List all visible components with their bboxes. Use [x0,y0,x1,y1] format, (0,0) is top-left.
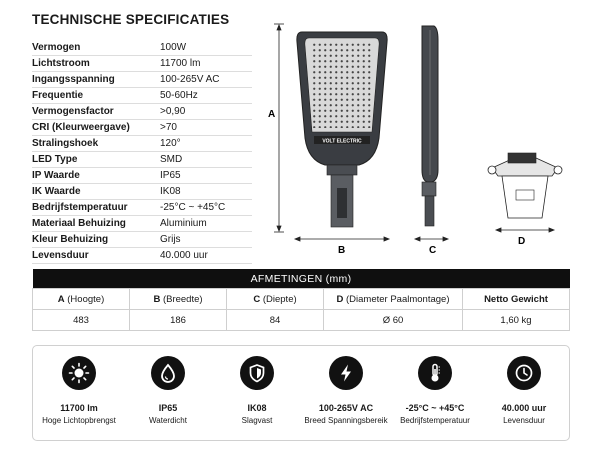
spec-label: LED Type [32,152,160,168]
spec-row [32,152,252,168]
spec-label: Kleur Behuizing [32,232,160,248]
dimension-d [496,228,554,232]
dimension-a-label: A [268,109,276,120]
feature-item [300,356,392,425]
feature-item [33,356,125,425]
spec-row [32,40,252,56]
spec-value: 11700 lm [160,56,252,72]
feature-label: Hoge Lichtopbrengst [42,416,116,425]
feature-value: IK08 [247,403,267,413]
feature-value: 40.000 uur [501,403,547,413]
dimension-header-d: D (Diameter Paalmontage) [324,289,463,310]
spec-value: >0,90 [160,104,252,120]
spec-value: 120° [160,136,252,152]
spec-value: IK08 [160,184,252,200]
spec-value: >70 [160,120,252,136]
feature-value: 100-265V AC [318,403,374,413]
dimension-c [415,237,448,241]
dimension-value-b: 186 [130,310,227,331]
dimension-header-a: A (Hoogte) [33,289,130,310]
spec-row [32,216,252,232]
logo-text: VOLT ELECTRIC [322,138,362,145]
spec-label: Stralingshoek [32,136,160,152]
feature-value: IP65 [158,403,178,413]
spec-row [32,200,252,216]
dimension-b-label: B [338,245,346,256]
thermometer-icon [418,356,452,390]
water-drop-icon [151,356,185,390]
spec-row [32,56,252,72]
spec-value: SMD [160,152,252,168]
spec-value: 100W [160,40,252,56]
feature-item [211,356,303,425]
clock-icon [507,356,541,390]
dimension-a [274,24,284,232]
spec-row [32,184,252,200]
dimensions-header-row [33,289,570,310]
spec-label: Ingangsspanning [32,72,160,88]
spec-label: Lichtstroom [32,56,160,72]
spec-label: Frequentie [32,88,160,104]
dimension-value-weight: 1,60 kg [463,310,570,331]
luminaire-side-view [422,26,438,226]
spec-row [32,168,252,184]
spec-value: IP65 [160,168,252,184]
spec-label: Bedrijfstemperatuur [32,200,160,216]
dimension-b [295,237,389,241]
dimension-value-c: 84 [227,310,324,331]
spec-row [32,248,252,264]
spec-label: Materiaal Behuizing [32,216,160,232]
feature-item [122,356,214,425]
specs-table [32,40,252,264]
dimensions-title: AFMETINGEN (mm) [33,269,570,289]
shield-icon [240,356,274,390]
spec-label: Vermogensfactor [32,104,160,120]
lightning-icon [329,356,363,390]
spec-row [32,88,252,104]
spec-label: IK Waarde [32,184,160,200]
sun-icon [62,356,96,390]
spec-row [32,232,252,248]
spec-value: 50-60Hz [160,88,252,104]
feature-value: 11700 lm [60,403,98,413]
spec-label: IP Waarde [32,168,160,184]
dimension-c-label: C [429,245,437,256]
spec-row [32,120,252,136]
feature-item [478,356,570,425]
dimension-header-weight: Netto Gewicht [463,289,570,310]
feature-label: Bedrijfstemperatuur [400,416,470,425]
dimension-value-d: Ø 60 [324,310,463,331]
spec-value: -25°C ~ +45°C [160,200,252,216]
feature-label: Slagvast [241,416,273,425]
dimension-header-c: C (Diepte) [227,289,324,310]
luminaire-front-view [297,32,387,227]
spec-value: 40.000 uur [160,248,252,264]
spec-value: Grijs [160,232,252,248]
feature-label: Levensduur [503,416,545,425]
dimension-value-a: 483 [33,310,130,331]
page-title: TECHNISCHE SPECIFICATIES [32,12,230,27]
spec-row [32,136,252,152]
features-panel [32,345,570,441]
spec-value: 100-265V AC [160,72,252,88]
dimension-d-label: D [518,236,526,247]
spec-row [32,72,252,88]
feature-label: Waterdicht [149,416,187,425]
feature-item [389,356,481,425]
dimension-header-b: B (Breedte) [130,289,227,310]
dimensions-value-row [33,310,570,331]
spec-label: CRI (Kleurweergave) [32,120,160,136]
feature-label: Breed Spanningsbereik [304,416,388,425]
feature-value: -25°C ~ +45°C [405,403,465,413]
technical-drawing [262,20,582,260]
spec-value: Aluminium [160,216,252,232]
luminaire-mount-view [488,153,562,218]
spec-label: Levensduur [32,248,160,264]
spec-row [32,104,252,120]
dimensions-table [32,269,570,331]
spec-label: Vermogen [32,40,160,56]
